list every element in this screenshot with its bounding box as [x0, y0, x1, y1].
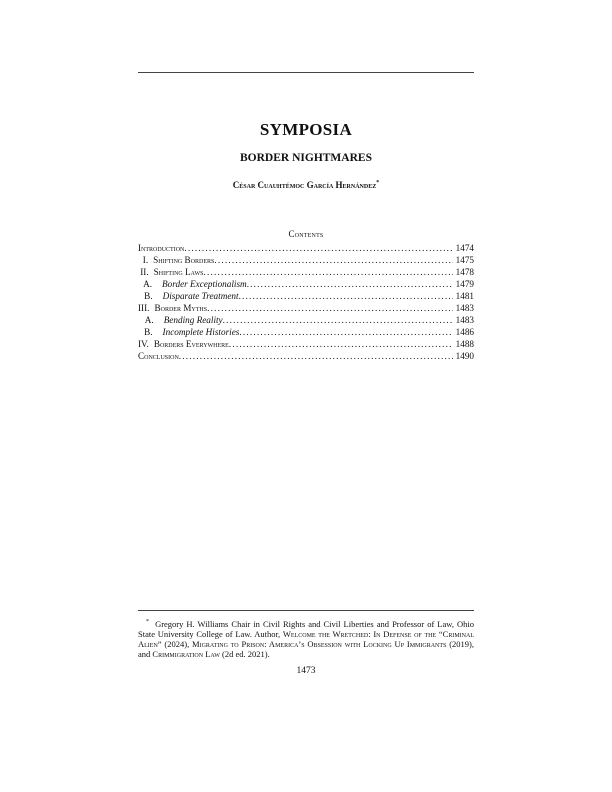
- toc-entry-disparate-treatment[interactable]: [138, 290, 474, 302]
- footnote-book-3: Crimmigration Law: [152, 649, 220, 660]
- author-footnote-mark: *: [376, 180, 380, 186]
- toc-entry-conclusion[interactable]: [138, 350, 474, 362]
- toc-label: Bending Reality: [163, 315, 223, 325]
- toc-entry-borders-everywhere[interactable]: [138, 338, 474, 350]
- toc-leader: [247, 278, 453, 290]
- toc-entry-introduction[interactable]: [138, 242, 474, 254]
- toc-leader: [207, 302, 453, 314]
- table-of-contents: [138, 242, 474, 362]
- toc-number: A.: [144, 315, 154, 325]
- footnote-text-4: (2d ed. 2021).: [219, 649, 270, 660]
- toc-leader: [239, 326, 453, 338]
- toc-label: Incomplete Histories: [162, 327, 240, 337]
- toc-number: I.: [142, 255, 149, 265]
- toc-label: Border Exceptionalism: [162, 279, 247, 289]
- toc-label: Conclusion: [138, 351, 179, 361]
- page-title: SYMPOSIA: [259, 120, 353, 139]
- toc-leader: [223, 314, 453, 326]
- toc-page-number: 1488: [455, 339, 474, 349]
- author-name: César Cuauhtémoc García Hernández: [232, 180, 377, 190]
- toc-entry-border-exceptionalism[interactable]: [138, 278, 474, 290]
- page-number: 1473: [296, 666, 316, 676]
- toc-label: Disparate Treatment: [162, 291, 239, 301]
- toc-page-number: 1474: [455, 243, 474, 253]
- toc-leader: [214, 254, 453, 266]
- toc-entry-border-myths[interactable]: [138, 302, 474, 314]
- footnote-book-1: Welcome the Wretched: In Defense of the “Criminal Alien”: [138, 629, 474, 650]
- toc-page-number: 1483: [455, 315, 474, 325]
- footnote-mark: *: [146, 619, 149, 625]
- toc-label: Borders Everywhere: [153, 339, 229, 349]
- footnote-text-2: (2024),: [161, 639, 193, 650]
- toc-leader: [184, 242, 453, 254]
- top-rule: [138, 72, 474, 73]
- toc-label: Shifting Laws: [153, 267, 204, 277]
- toc-leader: [204, 266, 454, 278]
- toc-page-number: 1481: [455, 291, 474, 301]
- toc-page-number: 1490: [455, 351, 474, 361]
- toc-page-number: 1479: [455, 279, 474, 289]
- toc-entry-bending-reality[interactable]: [138, 314, 474, 326]
- toc-label: Introduction: [138, 243, 185, 253]
- footnote-rule: [138, 610, 474, 611]
- toc-entry-incomplete-histories[interactable]: [138, 326, 474, 338]
- toc-number: IV.: [138, 339, 149, 349]
- author-line: [138, 180, 474, 190]
- toc-number: III.: [138, 303, 150, 313]
- toc-page-number: 1486: [455, 327, 474, 337]
- toc-label: Shifting Borders: [153, 255, 215, 265]
- toc-label: Border Myths: [154, 303, 208, 313]
- toc-leader: [179, 350, 453, 362]
- toc-number: B.: [144, 327, 153, 337]
- author-footnote: [138, 617, 474, 660]
- footnote-text-1: Gregory H. Williams Chair in Civil Rights and Civil Liberties and Professor of Law, Ohio State University College of Law. Author,: [138, 618, 475, 640]
- toc-number: A.: [143, 279, 153, 289]
- toc-leader: [229, 338, 453, 350]
- toc-number: B.: [144, 291, 153, 301]
- toc-page-number: 1478: [455, 267, 474, 277]
- toc-entry-shifting-borders[interactable]: [138, 254, 474, 266]
- footnote-text-3: (2019), and: [138, 639, 474, 660]
- footnote-book-2: Migrating to Prison: America’s Obsession with Locking Up Immigrants: [192, 639, 447, 650]
- toc-page-number: 1483: [455, 303, 474, 313]
- toc-entry-shifting-laws[interactable]: [138, 266, 474, 278]
- toc-page-number: 1475: [455, 255, 474, 265]
- toc-number: II.: [140, 267, 149, 277]
- contents-heading: Contents: [288, 229, 324, 239]
- toc-leader: [239, 290, 453, 302]
- article-title: BORDER NIGHTMARES: [240, 152, 372, 164]
